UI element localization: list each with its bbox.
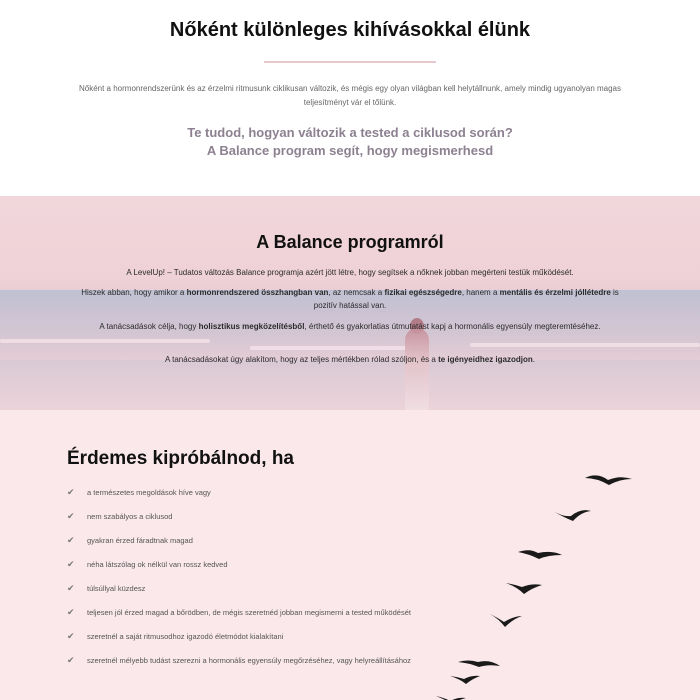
bird-icon [518, 550, 562, 559]
list-item-text: teljesen jól érzed magad a bőrödben, de mégis szeretnéd jobban megismerni a tested működését [87, 607, 411, 617]
list-item-text: szeretnél mélyebb tudást szerezni a hormonális egyensúly megőrzéséhez, vagy helyreállításához [87, 655, 411, 665]
about-title: A Balance programról [256, 232, 444, 252]
list-item-text: túlsúllyal küzdesz [87, 583, 146, 593]
check-icon: ✔ [67, 606, 75, 617]
bird-icon [553, 510, 591, 521]
title-divider [264, 61, 436, 63]
about-p2-text: Hiszek abban, hogy amikor a [81, 288, 187, 297]
about-p2-text: , az nemcsak a [328, 288, 385, 297]
about-section [0, 196, 700, 410]
check-icon: ✔ [67, 558, 75, 569]
list-item-text: néha látszólag ok nélkül van rossz kedved [87, 559, 228, 569]
list-item-text: a természetes megoldások híve vagy [87, 487, 211, 497]
about-p2-text: is pozitív hatással van. [313, 288, 619, 310]
flying-birds-illustration [420, 438, 660, 700]
intro-title: Nőként különleges kihívásokkal élünk [169, 19, 531, 41]
check-icon: ✔ [67, 534, 75, 545]
intro-section [0, 0, 700, 196]
list-item-text: nem szabályos a ciklusod [87, 511, 173, 521]
check-icon: ✔ [67, 510, 75, 521]
about-p4-bold: te igényeidhez igazodjon [438, 355, 533, 364]
try-title: Érdemes kipróbálnod, ha [67, 448, 294, 469]
bird-icon [506, 583, 542, 594]
about-p2-bold: fizikai egészségedre [384, 288, 462, 297]
check-icon: ✔ [67, 486, 75, 497]
about-paragraph-4 [70, 353, 630, 366]
about-paragraph-1: A LevelUp! – Tudatos változás Balance programja azért jött létre, hogy segítsek a nőknek jobban megérteni testük működését. [126, 268, 574, 277]
check-icon: ✔ [67, 654, 75, 665]
bird-icon [458, 661, 500, 668]
intro-text: Nőként a hormonrendszerünk és az érzelmi ritmusunk ciklikusan változik, és mégis egy olyan világban kell helytállnunk, amely mindig ugyanolyan magas teljesítményt vár el tőlünk. [78, 84, 622, 107]
woman-figure [405, 328, 429, 410]
intro-answer: A Balance program segít, hogy megismerhesd [206, 143, 494, 158]
about-p2-bold: hormonrendszered összhangban van [186, 288, 329, 297]
bird-icon [436, 696, 466, 700]
about-p4-text: A tanácsadásokat úgy alakítom, hogy az teljes mértékben rólad szóljon, és a [165, 355, 439, 364]
wave-decoration [470, 343, 700, 347]
about-paragraph-2 [70, 286, 630, 312]
about-p4-text: . [532, 355, 535, 364]
bird-flock [436, 475, 632, 700]
about-p3-bold: holisztikus megközelítésből [198, 322, 305, 331]
about-p3-text: A tanácsadások célja, hogy [99, 322, 199, 331]
wave-decoration [250, 346, 410, 350]
intro-question: Te tudod, hogyan változik a tested a ciklusod során? [187, 125, 513, 140]
bird-icon [490, 614, 522, 627]
check-icon: ✔ [67, 630, 75, 641]
bird-icon [450, 676, 480, 684]
about-p2-bold: mentális és érzelmi jóllétedre [499, 288, 611, 297]
about-paragraph-3 [70, 320, 630, 333]
about-p3-text: , érthető és gyakorlatias útmutatást kapj a hormonális egyensúly megteremtéséhez. [304, 322, 601, 331]
try-section [0, 410, 700, 700]
bird-icon [585, 475, 632, 485]
check-icon: ✔ [67, 582, 75, 593]
list-item-text: szeretnél a saját ritmusodhoz igazodó életmódot kialakítani [87, 631, 284, 641]
about-p2-text: , hanem a [461, 288, 500, 297]
wave-decoration [0, 339, 210, 343]
list-item-text: gyakran érzed fáradtnak magad [87, 535, 193, 545]
